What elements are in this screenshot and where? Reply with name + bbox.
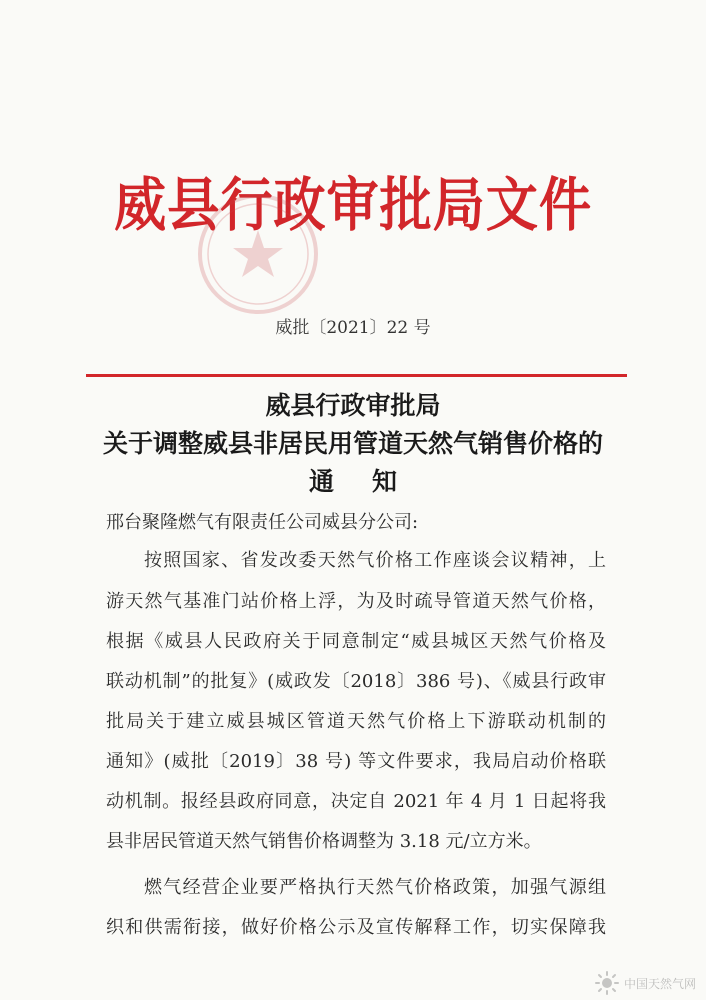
document-header-title: 威县行政审批局文件 bbox=[114, 171, 592, 239]
paragraph-2-line: 燃气经营企业要严格执行天然气价格政策，加强气源组 bbox=[144, 877, 606, 898]
paragraph-1-line: 游天然气基准门站价格上浮，为及时疏导管道天然气价格， bbox=[106, 591, 606, 612]
red-divider bbox=[86, 374, 627, 377]
sun-logo-icon bbox=[594, 970, 620, 996]
paragraph-2-line: 织和供需衔接，做好价格公示及宣传解释工作，切实保障我 bbox=[106, 917, 606, 938]
notice-title-line-3: 通知 bbox=[308, 467, 435, 496]
paragraph-1-line: 根据《威县人民政府关于同意制定“威县城区天然气价格及 bbox=[106, 631, 606, 652]
official-seal-icon bbox=[194, 190, 322, 318]
paragraph-1-line: 县非居民管道天然气销售价格调整为 3.18 元/立方米。 bbox=[106, 831, 542, 852]
document-number: 威批〔2021〕22 号 bbox=[275, 318, 431, 338]
paragraph-1-line: 联动机制”的批复》(威政发〔2018〕386 号)、《威县行政审 bbox=[106, 671, 606, 692]
watermark bbox=[594, 970, 696, 996]
salutation: 邢台聚隆燃气有限责任公司威县分公司: bbox=[106, 512, 419, 533]
notice-title-line-2: 关于调整威县非居民用管道天然气销售价格的 bbox=[102, 429, 603, 458]
paragraph-1-line: 按照国家、省发改委天然气价格工作座谈会议精神，上 bbox=[144, 550, 606, 571]
paragraph-1-line: 批局关于建立威县城区管道天然气价格上下游联动机制的 bbox=[106, 711, 606, 732]
watermark-text: 中国天然气网 bbox=[623, 976, 696, 991]
paragraph-1-line: 动机制。报经县政府同意，决定自 2021 年 4 月 1 日起将我 bbox=[106, 791, 606, 812]
paragraph-1-line: 通知》(威批〔2019〕38 号) 等文件要求，我局启动价格联 bbox=[106, 751, 606, 772]
notice-title-line-1: 威县行政审批局 bbox=[265, 391, 441, 420]
